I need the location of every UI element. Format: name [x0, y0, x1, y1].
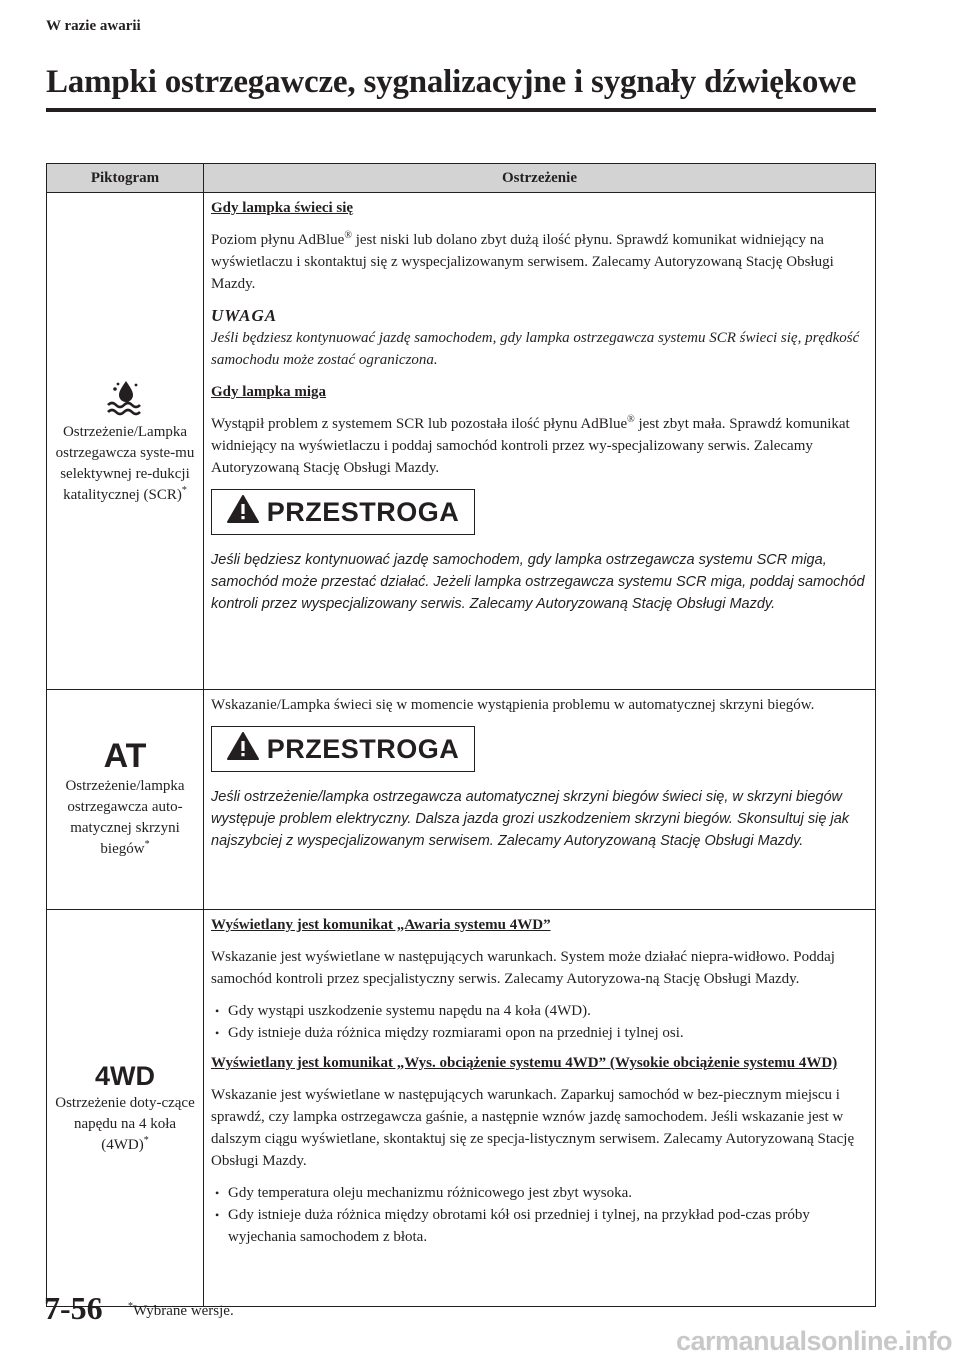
list-item: • Gdy istnieje duża różnica między obrotami kół osi przedniej i tylnej, na przykład pod-czas próby wyjechania samochodem z błota.: [211, 1204, 869, 1248]
caution-box: [211, 726, 475, 772]
warning-cell: [204, 690, 876, 910]
paragraph: Wskazanie jest wyświetlane w następujących warunkach. System może działać niepra-widłowo. Poddaj samochód kontroli przez specjalistyczny serwis. Zalecamy Autoryzowa-ną Stację Obsługi Mazdy.: [211, 949, 835, 987]
page-number: 7-56: [44, 1290, 103, 1326]
footnote: *Wybrane wersje.: [128, 1301, 234, 1319]
section-label: W razie awarii: [46, 18, 141, 34]
warning-cell: [204, 910, 876, 1307]
bullet-list: [211, 1182, 869, 1248]
warning-triangle-icon: [227, 732, 259, 767]
list-item: • Gdy temperatura oleju mechanizmu różnicowego jest zbyt wysoka.: [211, 1182, 869, 1204]
table-header-row: [47, 164, 876, 193]
pictogram-label: Ostrzeżenie doty-czące napędu na 4 koła (4WD)*: [55, 1094, 195, 1153]
table-row: [47, 690, 876, 910]
caution-text: Jeśli ostrzeżenie/lampka ostrzegawcza automatycznej skrzyni biegów świeci się, w skrzyni biegów występuje problem elektryczny. Dalsza jazda grozi uszkodzeniem skrzyni biegów. Skonsultuj się jak najszybciej z wyspecjalizowanym serwisem. Zalecamy Autoryzowaną Stację Obsługi Mazdy.: [211, 789, 850, 849]
paragraph: Poziom płynu AdBlue® jest niski lub dolano zbyt dużą ilość płynu. Sprawdź komunikat widniejący na wyświetlaczu i skontaktuj się z wyspecjalizowanym serwisem. Zalecamy Autoryzowaną Stację Obsługi Mazdy.: [211, 230, 834, 292]
pictogram-cell: [47, 910, 204, 1307]
scr-adblue-icon: [105, 378, 145, 418]
pictogram-label: Ostrzeżenie/lampka ostrzegawcza auto-matycznej skrzyni biegów*: [65, 778, 185, 857]
table-row: [47, 910, 876, 1307]
subheading: Gdy lampka świeci się: [211, 200, 354, 216]
warning-triangle-icon: [227, 495, 259, 530]
4wd-indicator-icon: 4WD: [95, 1060, 155, 1091]
note-heading: UWAGA: [211, 306, 278, 325]
caution-box: [211, 489, 475, 535]
pictogram-cell: [47, 690, 204, 910]
warning-cell: [204, 193, 876, 690]
subheading: Gdy lampka miga: [211, 384, 327, 400]
list-item: • Gdy wystąpi uszkodzenie systemu napędu na 4 koła (4WD).: [211, 1000, 869, 1022]
subheading: Wyświetlany jest komunikat „Awaria systemu 4WD”: [211, 917, 551, 933]
pictogram-cell: [47, 193, 204, 690]
caution-text: Jeśli będziesz kontynuować jazdę samochodem, gdy lampka ostrzegawcza systemu SCR miga, samochód może przestać działać. Jeżeli lampka ostrzegawcza systemu SCR miga, poddaj samochód kontroli przez wyspecjalizowany serwis. Zalecamy Autoryzowaną Stację Obsługi Mazdy.: [211, 552, 865, 612]
caution-label: PRZESTROGA: [266, 734, 460, 764]
caution-label: PRZESTROGA: [266, 497, 460, 527]
paragraph: Wystąpił problem z systemem SCR lub pozostała ilość płynu AdBlue® jest zbyt mała. Sprawdź komunikat widniejący na wyświetlaczu i poddaj samochód kontroli przez wy-specjalizowany serwis. Zalecamy Autoryzowaną Stację Obsługi Mazdy.: [211, 414, 850, 476]
paragraph: Wskazanie jest wyświetlane w następujących warunkach. Zaparkuj samochód w bez-piecznym miejscu i sprawdź, czy lampka ostrzegawcza gaśnie, a następnie wznów jazdę samochodem. Jeśli wskazanie jest w dalszym ciągu wyświetlane, skontaktuj się ze specja-listycznym serwisem. Zalecamy Autoryzowaną Stację Obsługi Mazdy.: [211, 1087, 855, 1169]
subheading: Wyświetlany jest komunikat „Wys. obciążenie systemu 4WD” (Wysokie obciążenie systemu 4WD): [211, 1055, 838, 1071]
at-indicator-icon: AT: [103, 737, 147, 775]
note-text: Jeśli będziesz kontynuować jazdę samochodem, gdy lampka ostrzegawcza systemu SCR świeci się, prędkość samochodu może zostać ograniczona.: [211, 330, 860, 368]
column-header-warning: Ostrzeżenie: [204, 164, 876, 193]
paragraph: Wskazanie/Lampka świeci się w momencie wystąpienia problemu w automatycznej skrzyni biegów.: [211, 697, 815, 713]
page-title: Lampki ostrzegawcze, sygnalizacyjne i sygnały dźwiękowe: [46, 64, 857, 100]
column-header-pictogram: Piktogram: [47, 164, 204, 193]
watermark: carmanualsonline.info: [675, 1326, 952, 1356]
title-rule: [46, 108, 876, 112]
table-row: [47, 193, 876, 690]
list-item: • Gdy istnieje duża różnica między rozmiarami opon na przedniej i tylnej osi.: [211, 1022, 869, 1044]
bullet-list: [211, 1000, 869, 1044]
warning-table: [46, 163, 876, 1307]
pictogram-label: Ostrzeżenie/Lampka ostrzegawcza syste-mu selektywnej re-dukcji katalitycznej (SCR)*: [55, 424, 195, 503]
